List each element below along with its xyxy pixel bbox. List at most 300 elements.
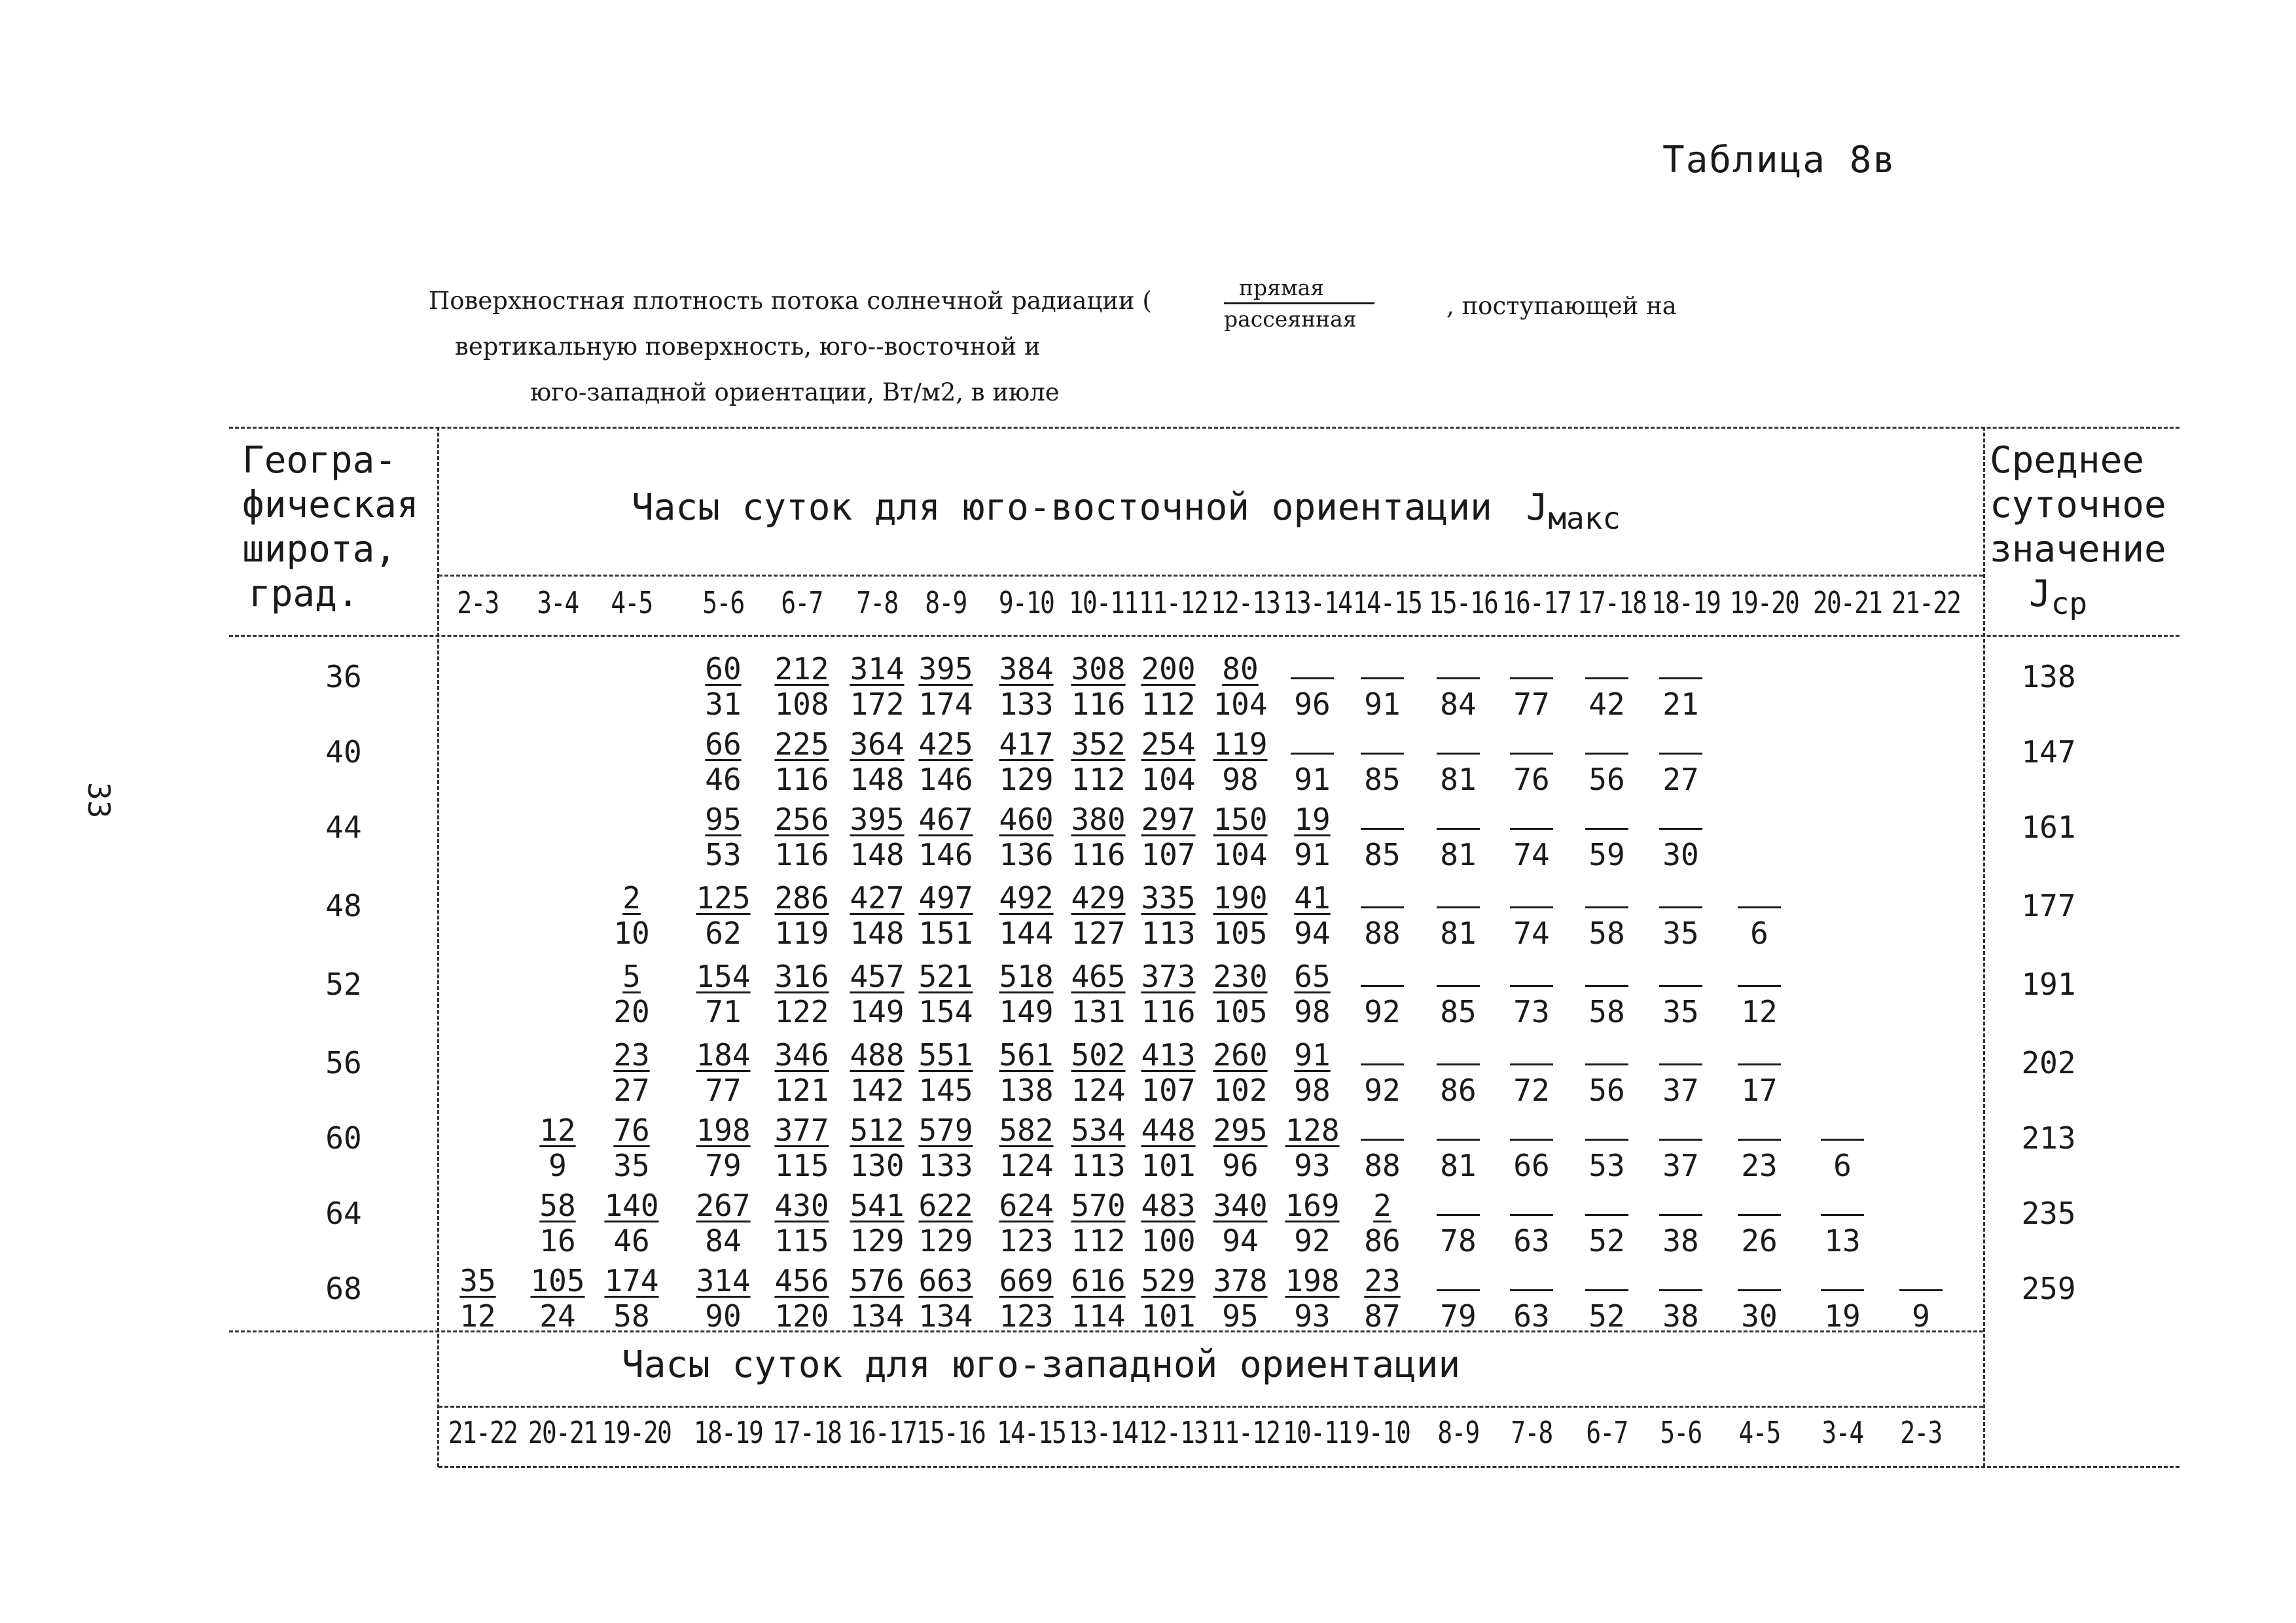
direct-radiation-value: 230 (1213, 959, 1268, 994)
diffuse-radiation-value: 16 (539, 1223, 576, 1258)
radiation-cell (1422, 1113, 1494, 1183)
diffuse-radiation-value: 134 (850, 1298, 905, 1334)
direct-radiation-blank (1346, 651, 1418, 687)
direct-radiation-value: 198 (1285, 1263, 1340, 1298)
diffuse-radiation-value: 9 (548, 1148, 567, 1183)
direct-radiation-value: 314 (850, 651, 905, 687)
avg-header-line-3: значение (1990, 528, 2166, 571)
diffuse-radiation-value: 154 (918, 994, 973, 1029)
radiation-cell (841, 1263, 913, 1334)
sw-hour-2-3: 2-3 (1900, 1415, 1942, 1450)
direct-radiation-value: 448 (1141, 1113, 1196, 1148)
direct-radiation-value: 413 (1141, 1037, 1196, 1073)
avg-header (1990, 438, 2166, 621)
direct-radiation-value: 5 (622, 959, 641, 994)
diffuse-radiation-value: 35 (613, 1148, 650, 1183)
diffuse-radiation-value: 85 (1440, 994, 1477, 1029)
direct-radiation-blank (1645, 959, 1717, 994)
radiation-cell (766, 959, 838, 1029)
radiation-cell (990, 1037, 1062, 1108)
radiation-cell (841, 1037, 913, 1108)
sw-hour-16-17: 16-17 (847, 1415, 917, 1450)
diffuse-radiation-value: 84 (705, 1223, 742, 1258)
direct-radiation-value: 125 (696, 880, 751, 916)
direct-radiation-blank (1422, 880, 1494, 916)
daily-average-value: 191 (2021, 967, 2076, 1002)
latitude-value: 44 (325, 810, 362, 845)
diffuse-radiation-value: 86 (1364, 1223, 1401, 1258)
direct-radiation-value: 12 (539, 1113, 576, 1148)
direct-radiation-value: 65 (1294, 959, 1331, 994)
diffuse-radiation-value: 42 (1588, 687, 1625, 722)
diffuse-radiation-value: 133 (918, 1148, 973, 1183)
radiation-cell (1723, 880, 1795, 951)
diffuse-radiation-value: 105 (1213, 994, 1268, 1029)
radiation-cell (1346, 1037, 1418, 1108)
radiation-cell (910, 880, 982, 951)
direct-radiation-blank (1645, 651, 1717, 687)
se-hour-8-9: 8-9 (925, 585, 967, 620)
page-number: 33 (81, 782, 117, 819)
radiation-cell (1645, 1188, 1717, 1258)
radiation-cell (1062, 1188, 1134, 1258)
direct-radiation-value: 105 (530, 1263, 585, 1298)
radiation-cell (1645, 1113, 1717, 1183)
sw-hour-18-19: 18-19 (693, 1415, 763, 1450)
diffuse-radiation-value: 98 (1222, 762, 1259, 797)
se-hour-15-16: 15-16 (1428, 585, 1498, 620)
radiation-cell (1723, 959, 1795, 1029)
direct-radiation-value: 346 (774, 1037, 829, 1073)
avg-header-line-2: суточное (1990, 484, 2166, 526)
diffuse-radiation-value: 134 (918, 1298, 973, 1334)
radiation-cell (910, 726, 982, 797)
diffuse-radiation-value: 12 (459, 1298, 496, 1334)
diffuse-radiation-value: 133 (999, 687, 1054, 722)
radiation-cell (1645, 726, 1717, 797)
se-hour-14-15: 14-15 (1352, 585, 1422, 620)
diffuse-radiation-value: 138 (999, 1073, 1054, 1108)
radiation-cell (1571, 1037, 1643, 1108)
direct-radiation-value: 663 (918, 1263, 973, 1298)
direct-radiation-value: 616 (1071, 1263, 1126, 1298)
radiation-cell (841, 1188, 913, 1258)
diffuse-radiation-value: 101 (1141, 1148, 1196, 1183)
latitude-value: 48 (325, 888, 362, 923)
diffuse-radiation-value: 144 (999, 916, 1054, 951)
direct-radiation-value: 384 (999, 651, 1054, 687)
diffuse-radiation-value: 81 (1440, 762, 1477, 797)
diffuse-radiation-value: 58 (613, 1298, 650, 1334)
latitude-value: 68 (325, 1271, 362, 1306)
diffuse-radiation-value: 174 (918, 687, 973, 722)
radiation-cell (1132, 959, 1204, 1029)
daily-average-value: 213 (2021, 1120, 2076, 1156)
caption-line-3: юго-западной ориентации, Вт/м2, в июле (530, 378, 1060, 406)
radiation-cell (442, 1263, 514, 1334)
latitude-value: 64 (325, 1196, 362, 1231)
radiation-cell (1276, 726, 1348, 797)
se-header-text: Часы суток для юго-восточной ориентации (632, 486, 1492, 529)
direct-radiation-value: 66 (705, 726, 742, 762)
diffuse-radiation-value: 73 (1513, 994, 1550, 1029)
sw-header: Часы суток для юго-западной ориентации (622, 1344, 1461, 1386)
radiation-cell (990, 1113, 1062, 1183)
radiation-cell (1645, 880, 1717, 951)
diffuse-radiation-value: 129 (850, 1223, 905, 1258)
diffuse-radiation-value: 101 (1141, 1298, 1196, 1334)
radiation-cell (1276, 959, 1348, 1029)
radiation-cell (1204, 1263, 1276, 1334)
caption-line-2: вертикальную поверхность, юго--восточной и (455, 332, 1041, 361)
radiation-cell (687, 1263, 759, 1334)
diffuse-radiation-value: 94 (1222, 1223, 1259, 1258)
direct-radiation-value: 198 (696, 1113, 751, 1148)
radiation-cell (1571, 802, 1643, 872)
diffuse-radiation-value: 37 (1662, 1073, 1699, 1108)
direct-radiation-value: 467 (918, 802, 973, 837)
direct-radiation-value: 119 (1213, 726, 1268, 762)
diffuse-radiation-value: 102 (1213, 1073, 1268, 1108)
direct-radiation-value: 429 (1071, 880, 1126, 916)
diffuse-radiation-value: 112 (1071, 762, 1126, 797)
direct-radiation-value: 561 (999, 1037, 1054, 1073)
direct-radiation-value: 23 (1364, 1263, 1401, 1298)
diffuse-radiation-value: 71 (705, 994, 742, 1029)
diffuse-radiation-value: 116 (1071, 687, 1126, 722)
diffuse-radiation-value: 122 (774, 994, 829, 1029)
direct-radiation-blank (1723, 880, 1795, 916)
avg-symbol: J (2029, 573, 2051, 615)
direct-radiation-value: 225 (774, 726, 829, 762)
diffuse-radiation-value: 151 (918, 916, 973, 951)
radiation-cell (1806, 1113, 1878, 1183)
direct-radiation-blank (1496, 726, 1568, 762)
diffuse-radiation-value: 90 (705, 1298, 742, 1334)
direct-radiation-value: 200 (1141, 651, 1196, 687)
lat-header-line-1: Геогра- (242, 439, 397, 482)
diffuse-radiation-value: 84 (1440, 687, 1477, 722)
diffuse-radiation-value: 113 (1141, 916, 1196, 951)
direct-radiation-value: 622 (918, 1188, 973, 1223)
direct-radiation-blank (1276, 651, 1348, 687)
sw-hour-17-18: 17-18 (772, 1415, 842, 1450)
direct-radiation-blank (1645, 880, 1717, 916)
caption-fraction-denominator: рассеянная (1224, 306, 1357, 332)
radiation-cell (1645, 1037, 1717, 1108)
diffuse-radiation-value: 38 (1662, 1298, 1699, 1334)
diffuse-radiation-value: 76 (1513, 762, 1550, 797)
direct-radiation-blank (1806, 1188, 1878, 1223)
se-hour-11-12: 11-12 (1138, 585, 1208, 620)
diffuse-radiation-value: 108 (774, 687, 829, 722)
radiation-cell (1422, 1188, 1494, 1258)
diffuse-radiation-value: 81 (1440, 1148, 1477, 1183)
radiation-cell (1276, 802, 1348, 872)
direct-radiation-value: 380 (1071, 802, 1126, 837)
diffuse-radiation-value: 35 (1662, 994, 1699, 1029)
radiation-cell (687, 1037, 759, 1108)
direct-radiation-value: 335 (1141, 880, 1196, 916)
diffuse-radiation-value: 56 (1588, 762, 1625, 797)
direct-radiation-value: 576 (850, 1263, 905, 1298)
sw-hour-4-5: 4-5 (1738, 1415, 1780, 1450)
se-hour-13-14: 13-14 (1282, 585, 1352, 620)
avg-header-symbol (1990, 572, 2166, 621)
direct-radiation-value: 541 (850, 1188, 905, 1223)
radiation-cell (596, 1113, 668, 1183)
diffuse-radiation-value: 20 (613, 994, 650, 1029)
direct-radiation-value: 2 (622, 880, 641, 916)
sw-hour-19-20: 19-20 (601, 1415, 672, 1450)
diffuse-radiation-value: 148 (850, 762, 905, 797)
direct-radiation-value: 297 (1141, 802, 1196, 837)
latitude-value: 60 (325, 1120, 362, 1156)
direct-radiation-blank (1645, 1037, 1717, 1073)
radiation-cell (1276, 880, 1348, 951)
radiation-cell (596, 1037, 668, 1108)
radiation-cell (1062, 1263, 1134, 1334)
radiation-cell (1496, 880, 1568, 951)
direct-radiation-value: 286 (774, 880, 829, 916)
daily-average-value: 235 (2021, 1196, 2076, 1231)
direct-radiation-blank (1422, 1113, 1494, 1148)
sw-hour-3-4: 3-4 (1821, 1415, 1863, 1450)
direct-radiation-value: 456 (774, 1263, 829, 1298)
diffuse-radiation-value: 24 (539, 1298, 576, 1334)
diffuse-radiation-value: 46 (613, 1223, 650, 1258)
radiation-cell (990, 726, 1062, 797)
diffuse-radiation-value: 72 (1513, 1073, 1550, 1108)
diffuse-radiation-value: 145 (918, 1073, 973, 1108)
diffuse-radiation-value: 115 (774, 1148, 829, 1183)
direct-radiation-value: 483 (1141, 1188, 1196, 1223)
diffuse-radiation-value: 116 (774, 837, 829, 872)
radiation-cell (766, 880, 838, 951)
diffuse-radiation-value: 129 (999, 762, 1054, 797)
direct-radiation-value: 174 (604, 1263, 659, 1298)
diffuse-radiation-value: 136 (999, 837, 1054, 872)
direct-radiation-blank (1496, 959, 1568, 994)
radiation-cell (596, 1263, 668, 1334)
diffuse-radiation-value: 129 (918, 1223, 973, 1258)
radiation-cell (1422, 880, 1494, 951)
direct-radiation-blank (1346, 1037, 1418, 1073)
radiation-cell (1276, 1037, 1348, 1108)
direct-radiation-value: 2 (1373, 1188, 1391, 1223)
se-hour-4-5: 4-5 (611, 585, 653, 620)
direct-radiation-blank (1496, 1263, 1568, 1298)
diffuse-radiation-value: 81 (1440, 916, 1477, 951)
direct-radiation-value: 582 (999, 1113, 1054, 1148)
direct-radiation-blank (1346, 802, 1418, 837)
latitude-value: 40 (325, 734, 362, 770)
direct-radiation-value: 378 (1213, 1263, 1268, 1298)
direct-radiation-blank (1571, 1113, 1643, 1148)
diffuse-radiation-value: 13 (1824, 1223, 1861, 1258)
direct-radiation-value: 460 (999, 802, 1054, 837)
diffuse-radiation-value: 115 (774, 1223, 829, 1258)
radiation-cell (1885, 1263, 1957, 1334)
diffuse-radiation-value: 124 (1071, 1073, 1126, 1108)
direct-radiation-value: 465 (1071, 959, 1126, 994)
table-label: Таблица 8в (1662, 139, 1897, 181)
direct-radiation-blank (1571, 1188, 1643, 1223)
radiation-cell (1645, 959, 1717, 1029)
radiation-cell (687, 880, 759, 951)
diffuse-radiation-value: 23 (1741, 1148, 1778, 1183)
radiation-cell (1346, 651, 1418, 722)
radiation-cell (766, 1188, 838, 1258)
direct-radiation-value: 457 (850, 959, 905, 994)
direct-radiation-value: 256 (774, 802, 829, 837)
sw-hour-15-16: 15-16 (916, 1415, 986, 1450)
sw-hour-20-21: 20-21 (528, 1415, 598, 1450)
radiation-cell (766, 651, 838, 722)
diffuse-radiation-value: 123 (999, 1223, 1054, 1258)
radiation-cell (1346, 802, 1418, 872)
diffuse-radiation-value: 46 (705, 762, 742, 797)
diffuse-radiation-value: 77 (1513, 687, 1550, 722)
diffuse-radiation-value: 96 (1294, 687, 1331, 722)
radiation-cell (1062, 959, 1134, 1029)
radiation-cell (687, 726, 759, 797)
radiation-cell (1204, 880, 1276, 951)
radiation-cell (910, 959, 982, 1029)
direct-radiation-value: 267 (696, 1188, 751, 1223)
daily-average-value: 202 (2021, 1045, 2076, 1080)
diffuse-radiation-value: 116 (1141, 994, 1196, 1029)
direct-radiation-blank (1645, 1188, 1717, 1223)
radiation-cell (990, 1188, 1062, 1258)
diffuse-radiation-value: 94 (1294, 916, 1331, 951)
direct-radiation-value: 488 (850, 1037, 905, 1073)
diffuse-radiation-value: 81 (1440, 837, 1477, 872)
direct-radiation-blank (1806, 1263, 1878, 1298)
lat-column-divider (437, 427, 439, 1467)
direct-radiation-blank (1496, 1113, 1568, 1148)
table-top-rule (229, 427, 2179, 429)
radiation-cell (687, 651, 759, 722)
sw-hour-9-10: 9-10 (1354, 1415, 1410, 1450)
diffuse-radiation-value: 121 (774, 1073, 829, 1108)
diffuse-radiation-value: 120 (774, 1298, 829, 1334)
diffuse-radiation-value: 77 (705, 1073, 742, 1108)
caption-fraction-bar (1224, 302, 1374, 304)
radiation-cell (841, 651, 913, 722)
lat-header-line-3: широта, (242, 528, 397, 571)
direct-radiation-blank (1422, 802, 1494, 837)
direct-radiation-blank (1885, 1263, 1957, 1298)
caption-line-1-tail: , поступающей на (1446, 292, 1677, 320)
radiation-cell (841, 880, 913, 951)
caption-fraction-numerator: прямая (1239, 275, 1325, 300)
radiation-cell (596, 959, 668, 1029)
direct-radiation-value: 150 (1213, 802, 1268, 837)
radiation-cell (1204, 651, 1276, 722)
diffuse-radiation-value: 100 (1141, 1223, 1196, 1258)
direct-radiation-value: 425 (918, 726, 973, 762)
se-hour-19-20: 19-20 (1729, 585, 1799, 620)
direct-radiation-value: 521 (918, 959, 973, 994)
direct-radiation-value: 529 (1141, 1263, 1196, 1298)
diffuse-radiation-value: 104 (1213, 837, 1268, 872)
sw-hour-14-15: 14-15 (996, 1415, 1066, 1450)
radiation-cell (1346, 726, 1418, 797)
direct-radiation-value: 95 (705, 802, 742, 837)
se-hour-5-6: 5-6 (702, 585, 744, 620)
diffuse-radiation-value: 127 (1071, 916, 1126, 951)
direct-radiation-value: 579 (918, 1113, 973, 1148)
radiation-cell (1062, 1037, 1134, 1108)
radiation-cell (1496, 959, 1568, 1029)
diffuse-radiation-value: 131 (1071, 994, 1126, 1029)
direct-radiation-blank (1496, 1037, 1568, 1073)
diffuse-radiation-value: 35 (1662, 916, 1699, 951)
lat-header (242, 438, 419, 616)
diffuse-radiation-value: 107 (1141, 1073, 1196, 1108)
diffuse-radiation-value: 52 (1588, 1298, 1625, 1334)
radiation-cell (1806, 1188, 1878, 1258)
direct-radiation-value: 492 (999, 880, 1054, 916)
radiation-cell (841, 959, 913, 1029)
radiation-cell (766, 1263, 838, 1334)
direct-radiation-value: 260 (1213, 1037, 1268, 1073)
diffuse-radiation-value: 27 (1662, 762, 1699, 797)
direct-radiation-blank (1346, 1113, 1418, 1148)
diffuse-radiation-value: 172 (850, 687, 905, 722)
sw-hour-12-13: 12-13 (1138, 1415, 1208, 1450)
hours-header-rule (439, 575, 1983, 577)
diffuse-radiation-value: 96 (1222, 1148, 1259, 1183)
avg-column-divider (1983, 427, 1985, 1467)
radiation-cell (1571, 1113, 1643, 1183)
caption-line-1: Поверхностная плотность потока солнечной радиации ( (429, 287, 1152, 315)
diffuse-radiation-value: 146 (918, 837, 973, 872)
radiation-cell (1645, 651, 1717, 722)
avg-subscript: ср (2051, 586, 2088, 621)
sw-header-rule (439, 1406, 1983, 1408)
diffuse-radiation-value: 52 (1588, 1223, 1625, 1258)
diffuse-radiation-value: 93 (1294, 1148, 1331, 1183)
radiation-cell (1422, 959, 1494, 1029)
direct-radiation-blank (1571, 959, 1643, 994)
diffuse-radiation-value: 98 (1294, 994, 1331, 1029)
direct-radiation-value: 352 (1071, 726, 1126, 762)
direct-radiation-value: 140 (604, 1188, 659, 1223)
radiation-cell (1571, 880, 1643, 951)
direct-radiation-value: 76 (613, 1113, 650, 1148)
radiation-cell (766, 726, 838, 797)
se-hour-17-18: 17-18 (1577, 585, 1647, 620)
direct-radiation-blank (1645, 726, 1717, 762)
radiation-cell (1276, 1263, 1348, 1334)
direct-radiation-blank (1723, 1188, 1795, 1223)
diffuse-radiation-value: 148 (850, 837, 905, 872)
radiation-cell (1132, 1113, 1204, 1183)
direct-radiation-value: 624 (999, 1188, 1054, 1223)
radiation-cell (766, 802, 838, 872)
radiation-cell (1132, 726, 1204, 797)
radiation-cell (910, 1263, 982, 1334)
radiation-cell (687, 959, 759, 1029)
radiation-cell (910, 802, 982, 872)
radiation-cell (1645, 1263, 1717, 1334)
radiation-cell (1062, 726, 1134, 797)
direct-radiation-value: 497 (918, 880, 973, 916)
radiation-cell (596, 880, 668, 951)
radiation-cell (1571, 651, 1643, 722)
